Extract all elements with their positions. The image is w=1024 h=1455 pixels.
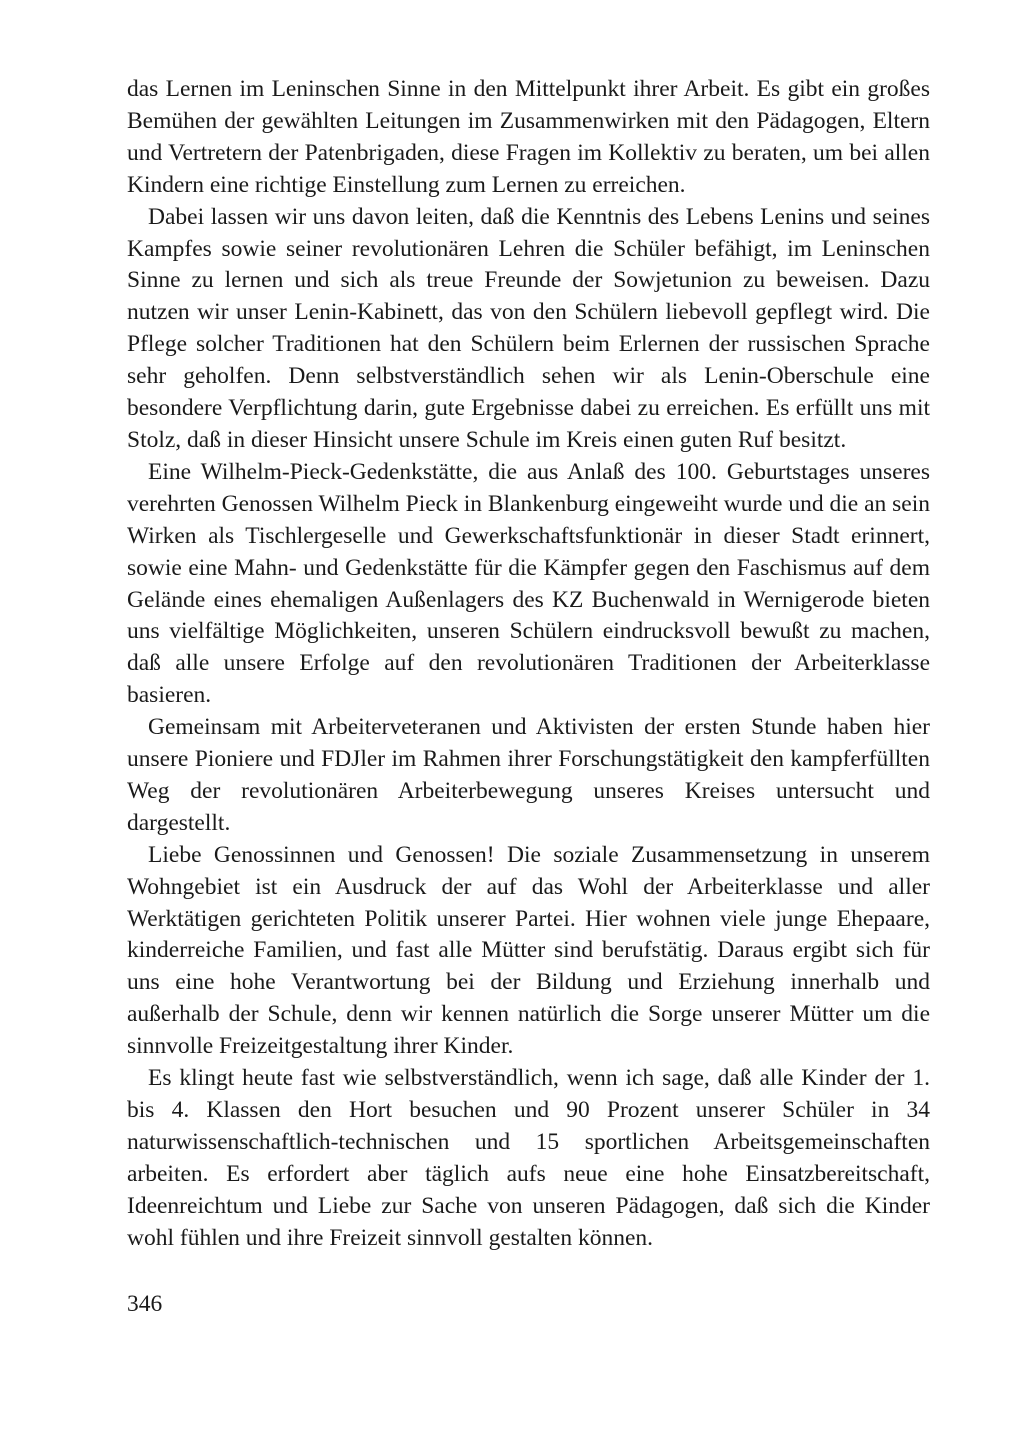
paragraph-1: das Lernen im Leninschen Sinne in den Mittelpunkt ihrer Arbeit. Es gibt ein großes Bemühen der gewählten Leitungen im Zusammenwirken mit den Pädagogen, Eltern und Vertretern der Patenbrigaden, diese Fragen im Kollektiv zu beraten, um bei allen Kindern eine richtige Einstellung zum Lernen zu erreichen. <box>127 76 930 198</box>
paragraph-4: Gemeinsam mit Arbeiterveteranen und Aktivisten der ersten Stunde haben hier unsere Pioniere und FDJler im Rahmen ihrer Forschungstätigkeit den kampferfüllten Weg der revolutionären Arbeiterbewegung unseres Kreises untersucht und dargestellt. <box>127 714 930 836</box>
paragraph-5: Liebe Genossinnen und Genossen! Die soziale Zusammensetzung in unserem Wohngebiet ist ein Ausdruck der auf das Wohl der Arbeiterklasse und aller Werktätigen gerichteten Politik unserer Partei. Hier wohnen viele junge Ehepaare, kinderreiche Familien, und fast alle Mütter sind berufstätig. Daraus ergibt sich für uns eine hohe Verantwortung bei der Bildung und Erziehung innerhalb und außerhalb der Schule, denn wir kennen natürlich die Sorge unserer Mütter um die sinnvolle Freizeitgestaltung ihrer Kinder. <box>127 841 930 1060</box>
paragraph-3: Eine Wilhelm-Pieck-Gedenkstätte, die aus Anlaß des 100. Geburtstages unseres verehrten Genossen Wilhelm Pieck in Blankenburg eingeweiht wurde und die an sein Wirken als Tischlergeselle und Gewerkschaftsfunktionär in dieser Stadt erinnert, sowie eine Mahn- und Gedenkstätte für die Kämpfer gegen den Faschismus auf dem Gelände eines ehemaligen Außenlagers des KZ Buchenwald in Wernigerode bieten uns vielfältige Möglichkeiten, unseren Schülern eindrucksvoll bewußt zu machen, daß alle unsere Erfolge auf den revolutionären Traditionen der Arbeiterklasse basieren. <box>127 458 930 709</box>
body-text <box>127 74 930 1255</box>
paragraph-2: Dabei lassen wir uns davon leiten, daß die Kenntnis des Lebens Lenins und seines Kampfes sowie seiner revolutionären Lehren die Schüler befähigt, im Leninschen Sinne zu lernen und sich als treue Freunde der Sowjetunion zu beweisen. Dazu nutzen wir unser Lenin-Kabinett, das von den Schülern liebevoll gepflegt wird. Die Pflege solcher Traditionen hat den Schülern beim Erlernen der russischen Sprache sehr geholfen. Denn selbstverständlich sehen wir als Lenin-Oberschule eine besondere Verpflichtung darin, gute Ergebnisse dabei zu erreichen. Es erfüllt uns mit Stolz, daß in dieser Hinsicht unsere Schule im Kreis einen guten Ruf besitzt. <box>127 203 930 453</box>
page-number: 346 <box>127 1291 163 1317</box>
paragraph-6: Es klingt heute fast wie selbstverständlich, wenn ich sage, daß alle Kinder der 1. bis 4. Klassen den Hort besuchen und 90 Prozent unserer Schüler in 34 naturwissenschaftlich-technischen und 15 sportlichen Arbeitsgemeinschaften arbeiten. Es erfordert aber täglich aufs neue eine hohe Einsatzbereitschaft, Ideenreichtum und Liebe zur Sache von unseren Pädagogen, daß sich die Kinder wohl fühlen und ihre Freizeit sinnvoll gestalten können. <box>127 1065 930 1251</box>
